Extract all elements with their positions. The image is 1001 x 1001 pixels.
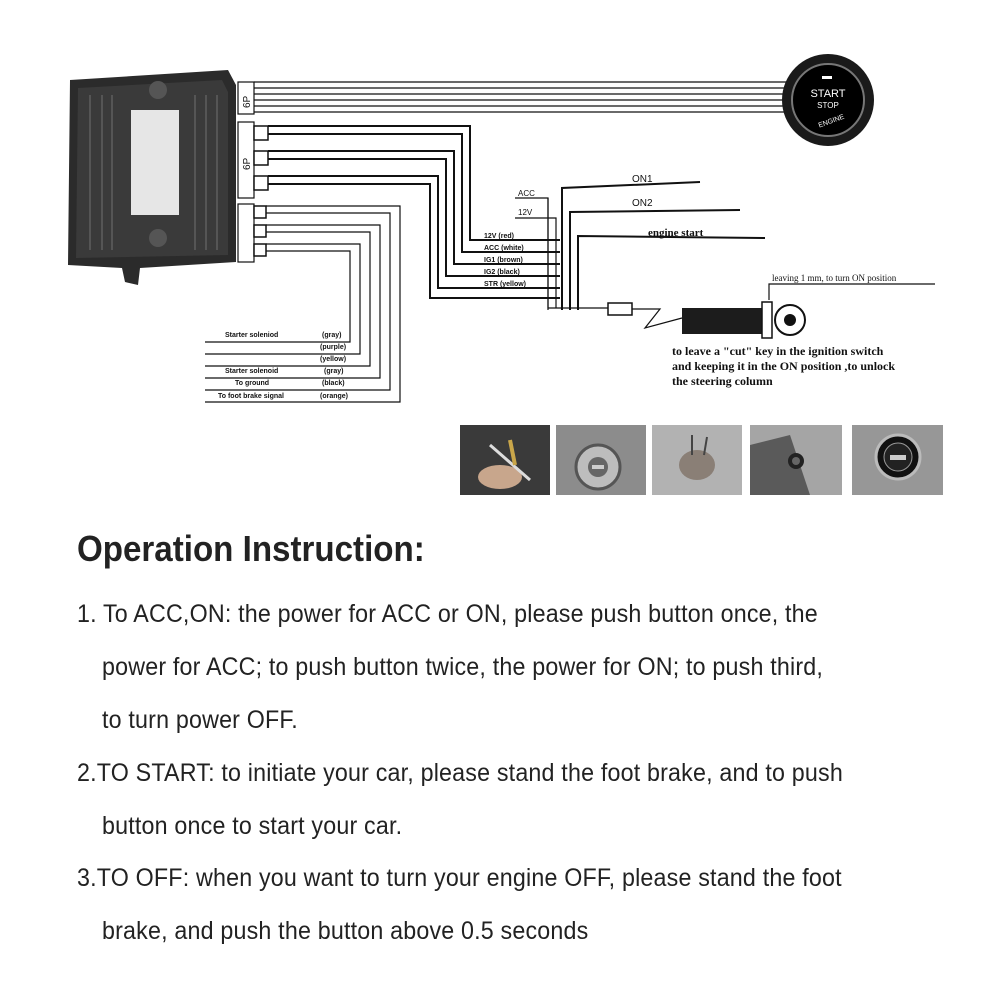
dashboard-button-photo	[750, 425, 842, 495]
instruction-1-line-3: to turn power OFF.	[102, 706, 298, 734]
svg-text:ENGINE: ENGINE	[817, 113, 846, 130]
connector-lower	[238, 204, 266, 262]
svg-text:Starter soleniod: Starter soleniod	[225, 332, 279, 339]
svg-text:and keeping it in the ON posit: and keeping it in the ON position ,to unlock	[672, 359, 896, 373]
svg-text:IG2 (black): IG2 (black)	[484, 269, 520, 276]
instruction-2-line-1: 2.TO START: to initiate your car, please stand the foot brake, and to push	[77, 759, 843, 787]
installed-button-photo	[852, 425, 943, 495]
instruction-1-line-1: 1. To ACC,ON: the power for ACC or ON, please push button once, the	[77, 600, 818, 628]
svg-text:ACC (white): ACC (white)	[484, 245, 524, 252]
svg-text:the steering column: the steering column	[672, 374, 773, 388]
svg-text:(orange): (orange)	[320, 393, 348, 400]
connector-6p-middle	[238, 122, 268, 198]
connector-6p-top	[238, 82, 790, 114]
svg-text:ACC: ACC	[518, 189, 535, 198]
svg-text:To ground: To ground	[235, 380, 270, 387]
svg-text:12V (red): 12V (red)	[484, 233, 514, 240]
harness-labels	[484, 233, 526, 288]
svg-text:leaving 1 mm, to turn ON posit: leaving 1 mm, to turn ON position	[772, 273, 897, 283]
svg-text:STR (yellow): STR (yellow)	[484, 281, 527, 288]
svg-text:6P: 6P	[242, 95, 253, 108]
control-module	[68, 70, 236, 285]
svg-text:To foot brake signal: To foot brake signal	[218, 393, 284, 400]
svg-text:12V: 12V	[518, 208, 533, 217]
svg-text:6P: 6P	[242, 157, 253, 170]
instruction-2-line-2: button once to start your car.	[102, 812, 403, 840]
instruction-1-line-2: power for ACC; to push button twice, the power for ON; to push third,	[102, 653, 824, 681]
switch-labels	[518, 174, 897, 388]
switch-assembly-photo	[652, 425, 742, 495]
svg-text:ON1: ON1	[632, 174, 653, 185]
instructions-title: Operation Instruction:	[77, 528, 425, 569]
operation-instructions	[0, 520, 1001, 1000]
instruction-3-line-1: 3.TO OFF: when you want to turn your engine OFF, please stand the foot	[77, 864, 842, 892]
svg-text:ON2: ON2	[632, 198, 653, 209]
svg-text:IG1 (brown): IG1 (brown)	[484, 257, 523, 264]
instruction-3-line-2: brake, and push the button above 0.5 seconds	[102, 917, 589, 945]
svg-text:(black): (black)	[322, 380, 345, 387]
svg-text:STOP: STOP	[817, 101, 839, 110]
svg-text:to leave a "cut" key in the ig: to leave a "cut" key in the ignition switch	[672, 344, 884, 358]
svg-text:(gray): (gray)	[324, 368, 344, 375]
svg-text:(gray): (gray)	[322, 332, 342, 339]
wire-connection-photo	[460, 425, 550, 495]
start-stop-button	[782, 54, 874, 146]
svg-text:engine start: engine start	[648, 227, 704, 239]
svg-text:START: START	[810, 88, 846, 100]
svg-text:Starter solenoid: Starter solenoid	[225, 368, 279, 375]
svg-text:(yellow): (yellow)	[320, 356, 347, 363]
ignition-wires	[515, 182, 935, 338]
ignition-switch-photo	[556, 425, 646, 495]
svg-text:(purple): (purple)	[320, 344, 347, 351]
